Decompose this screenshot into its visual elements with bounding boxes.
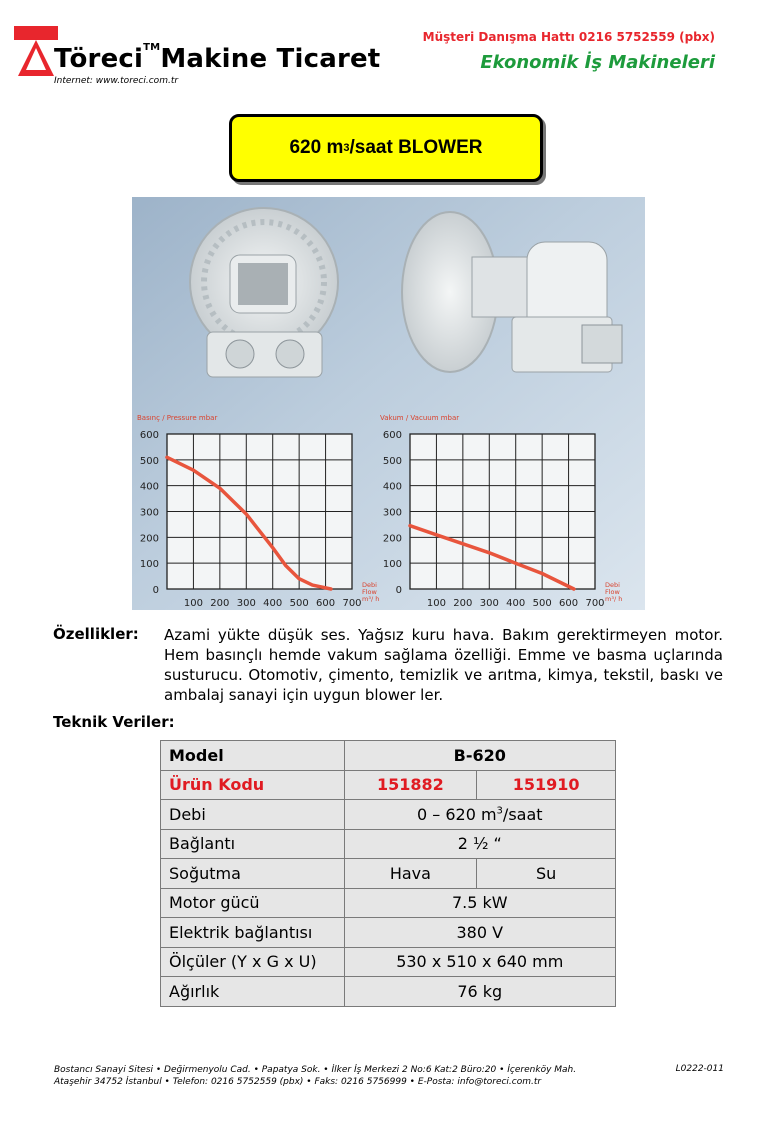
table-row: [161, 918, 616, 948]
right-chart-y-tick: 500: [382, 455, 402, 467]
right-chart-x-tick: 500: [532, 598, 552, 609]
right-chart: [380, 414, 622, 609]
right-chart-y-tick: 100: [382, 559, 402, 571]
internet-address: Internet: www.toreci.com.tr: [54, 76, 179, 86]
right-chart-x-tick: 600: [559, 598, 579, 609]
table-row: [161, 770, 616, 800]
left-chart-y-tick: 100: [139, 559, 159, 571]
connection-value: 2 ½ “: [344, 829, 615, 859]
left-chart-y-tick: 200: [139, 533, 159, 545]
electric-value: 380 V: [344, 918, 615, 948]
left-chart-y-tick: 600: [139, 430, 159, 441]
left-chart-flow-label: Debi: [362, 581, 377, 589]
table-row: [161, 859, 616, 889]
left-chart-x-tick: 500: [289, 598, 309, 609]
right-chart-x-tick: 400: [506, 598, 526, 609]
table-row: [161, 741, 616, 771]
left-chart: [137, 414, 379, 609]
left-chart-y-tick: 400: [139, 481, 159, 493]
cooling-label: Soğutma: [161, 859, 345, 889]
table-row: [161, 947, 616, 977]
right-chart-x-tick: 100: [426, 598, 446, 609]
left-chart-x-tick: 100: [183, 598, 203, 609]
right-chart-flow-label: Debi: [605, 581, 620, 589]
product-code-label: Ürün Kodu: [161, 770, 345, 800]
left-chart-flow-label: m³/ h: [362, 595, 380, 603]
tech-data-label: Teknik Veriler:: [53, 713, 175, 731]
left-chart-y-tick: 300: [139, 507, 159, 519]
document-code: L0222-011: [675, 1064, 724, 1074]
features-text: Azami yükte düşük ses. Yağsız kuru hava. Bakım gerektirmeyen motor. Hem basınçlı hemde vakum sağlama özelliği. Emme ve basma uçlarında susturucu. Otomotiv, çimento, temizlik ve arıtma, kimya, tekstil, baskı ve ambalaj sanayi için uygun blower ler.: [164, 626, 723, 704]
cooling-water: Su: [477, 859, 616, 889]
weight-value: 76 kg: [344, 977, 615, 1007]
right-chart-y-tick: 0: [395, 585, 402, 596]
motor-power-label: Motor gücü: [161, 888, 345, 918]
left-chart-y-tick: 0: [152, 585, 159, 596]
left-chart-x-tick: 200: [210, 598, 230, 609]
table-row: [161, 800, 616, 830]
right-chart-flow-label: m³/ h: [605, 595, 623, 603]
left-chart-x-tick: 300: [236, 598, 256, 609]
table-row: [161, 977, 616, 1007]
product-photo-panel: [132, 197, 645, 610]
left-chart-x-tick: 600: [316, 598, 336, 609]
right-chart-y-tick: 400: [382, 481, 402, 493]
dimensions-value: 530 x 510 x 640 mm: [344, 947, 615, 977]
product-title: 620 m 3 /saat BLOWER: [229, 114, 543, 182]
footer-line-2: Ataşehir 34752 İstanbul • Telefon: 0216 5752559 (pbx) • Faks: 0216 5756999 • E-Posta: info@toreci.com.tr: [54, 1077, 542, 1087]
weight-label: Ağırlık: [161, 977, 345, 1007]
blower-front-image: [190, 208, 338, 377]
dimensions-label: Ölçüler (Y x G x U): [161, 947, 345, 977]
brand-name: Töreci™Makine Ticaret: [54, 42, 381, 74]
right-chart-y-tick: 600: [382, 430, 402, 441]
model-label: Model: [161, 741, 345, 771]
footer-line-1: Bostancı Sanayi Sitesi • Değirmenyolu Cad. • Papatya Sok. • İlker İş Merkezi 2 No:6 Kat:2 Büro:20 • İçerenköy Mah.: [54, 1065, 577, 1075]
left-chart-title: Basınç / Pressure mbar: [137, 414, 218, 422]
model-value: B-620: [344, 741, 615, 771]
left-chart-x-tick: 700: [342, 598, 362, 609]
right-chart-flow-label: Flow: [605, 588, 620, 596]
product-code-1: 151882: [344, 770, 477, 800]
motor-power-value: 7.5 kW: [344, 888, 615, 918]
toreci-logo-icon: [14, 26, 58, 76]
connection-label: Bağlantı: [161, 829, 345, 859]
right-chart-y-tick: 300: [382, 507, 402, 519]
left-chart-x-tick: 400: [263, 598, 283, 609]
flow-value: 0 – 620 $m^3$/saat: [344, 800, 615, 830]
spec-table: [160, 740, 616, 1007]
left-chart-y-tick: 500: [139, 455, 159, 467]
left-chart-flow-label: Flow: [362, 588, 377, 596]
product-code-2: 151910: [477, 770, 616, 800]
electric-label: Elektrik bağlantısı: [161, 918, 345, 948]
right-chart-y-tick: 200: [382, 533, 402, 545]
features-label: Özellikler:: [53, 625, 139, 643]
right-chart-title: Vakum / Vacuum mbar: [380, 414, 460, 422]
table-row: [161, 829, 616, 859]
flow-label: Debi: [161, 800, 345, 830]
right-chart-x-tick: 300: [479, 598, 499, 609]
customer-hotline: Müşteri Danışma Hattı 0216 5752559 (pbx): [422, 30, 715, 44]
right-chart-x-tick: 200: [453, 598, 473, 609]
right-chart-x-tick: 700: [585, 598, 605, 609]
footer-address: [54, 1064, 724, 1088]
cooling-air: Hava: [344, 859, 477, 889]
slogan: Ekonomik İş Makineleri: [480, 52, 715, 73]
table-row: [161, 888, 616, 918]
